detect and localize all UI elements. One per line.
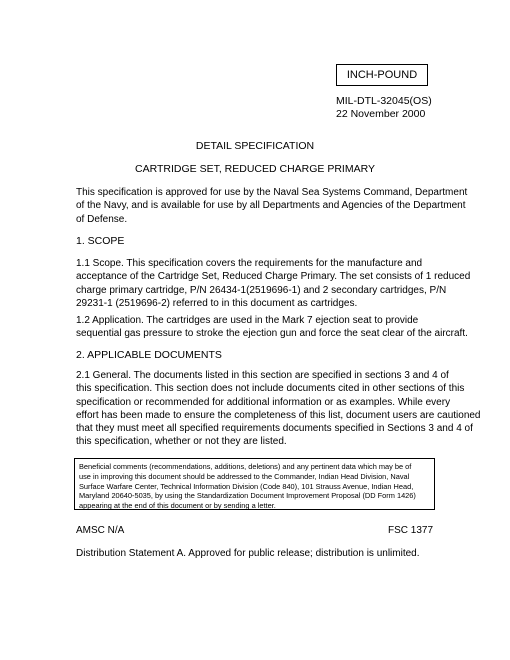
text-line: 1.1 Scope. This specification covers the requirements for the manufacture and: [76, 258, 423, 269]
section-2-heading: 2. APPLICABLE DOCUMENTS: [76, 349, 222, 361]
text-line: effort has been made to ensure the completeness of this list, document users are cautioned: [76, 409, 481, 421]
section-1-heading: 1. SCOPE: [76, 235, 125, 247]
text-line: of the Navy, and is available for use by all Departments and Agencies of the Department: [76, 200, 466, 212]
text-line: 29231-1 (2519696-2) referred to in this document as cartridges.: [76, 297, 358, 309]
text-line: this specification. This section does not include documents cited in other sections of this: [76, 383, 465, 395]
document-title: CARTRIDGE SET, REDUCED CHARGE PRIMARY: [135, 163, 375, 175]
application-paragraph: [76, 314, 468, 341]
document-identifier: [336, 95, 432, 121]
text-line: this specification, whether or not they are listed.: [76, 436, 287, 448]
text-line: 1.2 Application. The cartridges are used in the Mark 7 ejection seat to provide: [76, 315, 419, 326]
approval-paragraph: [76, 186, 468, 226]
text-line: Maryland 20640-5035, by using the Standardization Document Improvement Proposal (DD Form 1426): [79, 491, 416, 501]
distribution-statement: Distribution Statement A. Approved for public release; distribution is unlimited.: [76, 548, 420, 559]
text-line: This specification is approved for use by the Naval Sea Systems Command, Department: [76, 187, 468, 198]
fsc-code: FSC 1377: [388, 525, 434, 536]
text-line: acceptance of the Cartridge Set, Reduced Charge Primary. The set consists of 1 reduced: [76, 271, 471, 283]
text-line: use in improving this document should be addressed to the Commander, Indian Head Division, Naval: [79, 471, 410, 481]
general-paragraph: [76, 369, 481, 449]
document-type-title: DETAIL SPECIFICATION: [195, 140, 315, 152]
text-line: Beneficial comments (recommendations, additions, deletions) and any pertinent data which may be of: [79, 462, 412, 471]
amsc-code: AMSC N/A: [76, 525, 125, 536]
text-line: sequential gas pressure to stroke the ejection gun and force the seat clear of the aircraft.: [76, 328, 468, 340]
text-line: appearing at the end of this document or by sending a letter.: [79, 501, 276, 511]
text-line: charge primary cartridge, P/N 26434-1(2519696-1) and 2 secondary cartridges, P/N: [76, 284, 447, 296]
text-line: specification or recommended for additional information or as examples. While every: [76, 396, 451, 408]
comments-notice-box: [74, 458, 435, 510]
text-line: of Defense.: [76, 213, 128, 225]
scope-paragraph: [76, 257, 471, 310]
text-line: 2.1 General. The documents listed in this section are specified in sections 3 and 4 of: [76, 370, 449, 381]
document-number: MIL-DTL-32045(OS): [336, 95, 432, 107]
text-line: Surface Warfare Center, Technical Information Division (Code 840), 101 Strauss Avenue, Indian Head,: [79, 481, 414, 491]
inch-pound-marking: INCH-POUND: [336, 64, 428, 86]
text-line: that they must meet all specified requirements documents specified in Sections 3 and 4 of: [76, 423, 473, 435]
document-date: 22 November 2000: [336, 108, 426, 120]
